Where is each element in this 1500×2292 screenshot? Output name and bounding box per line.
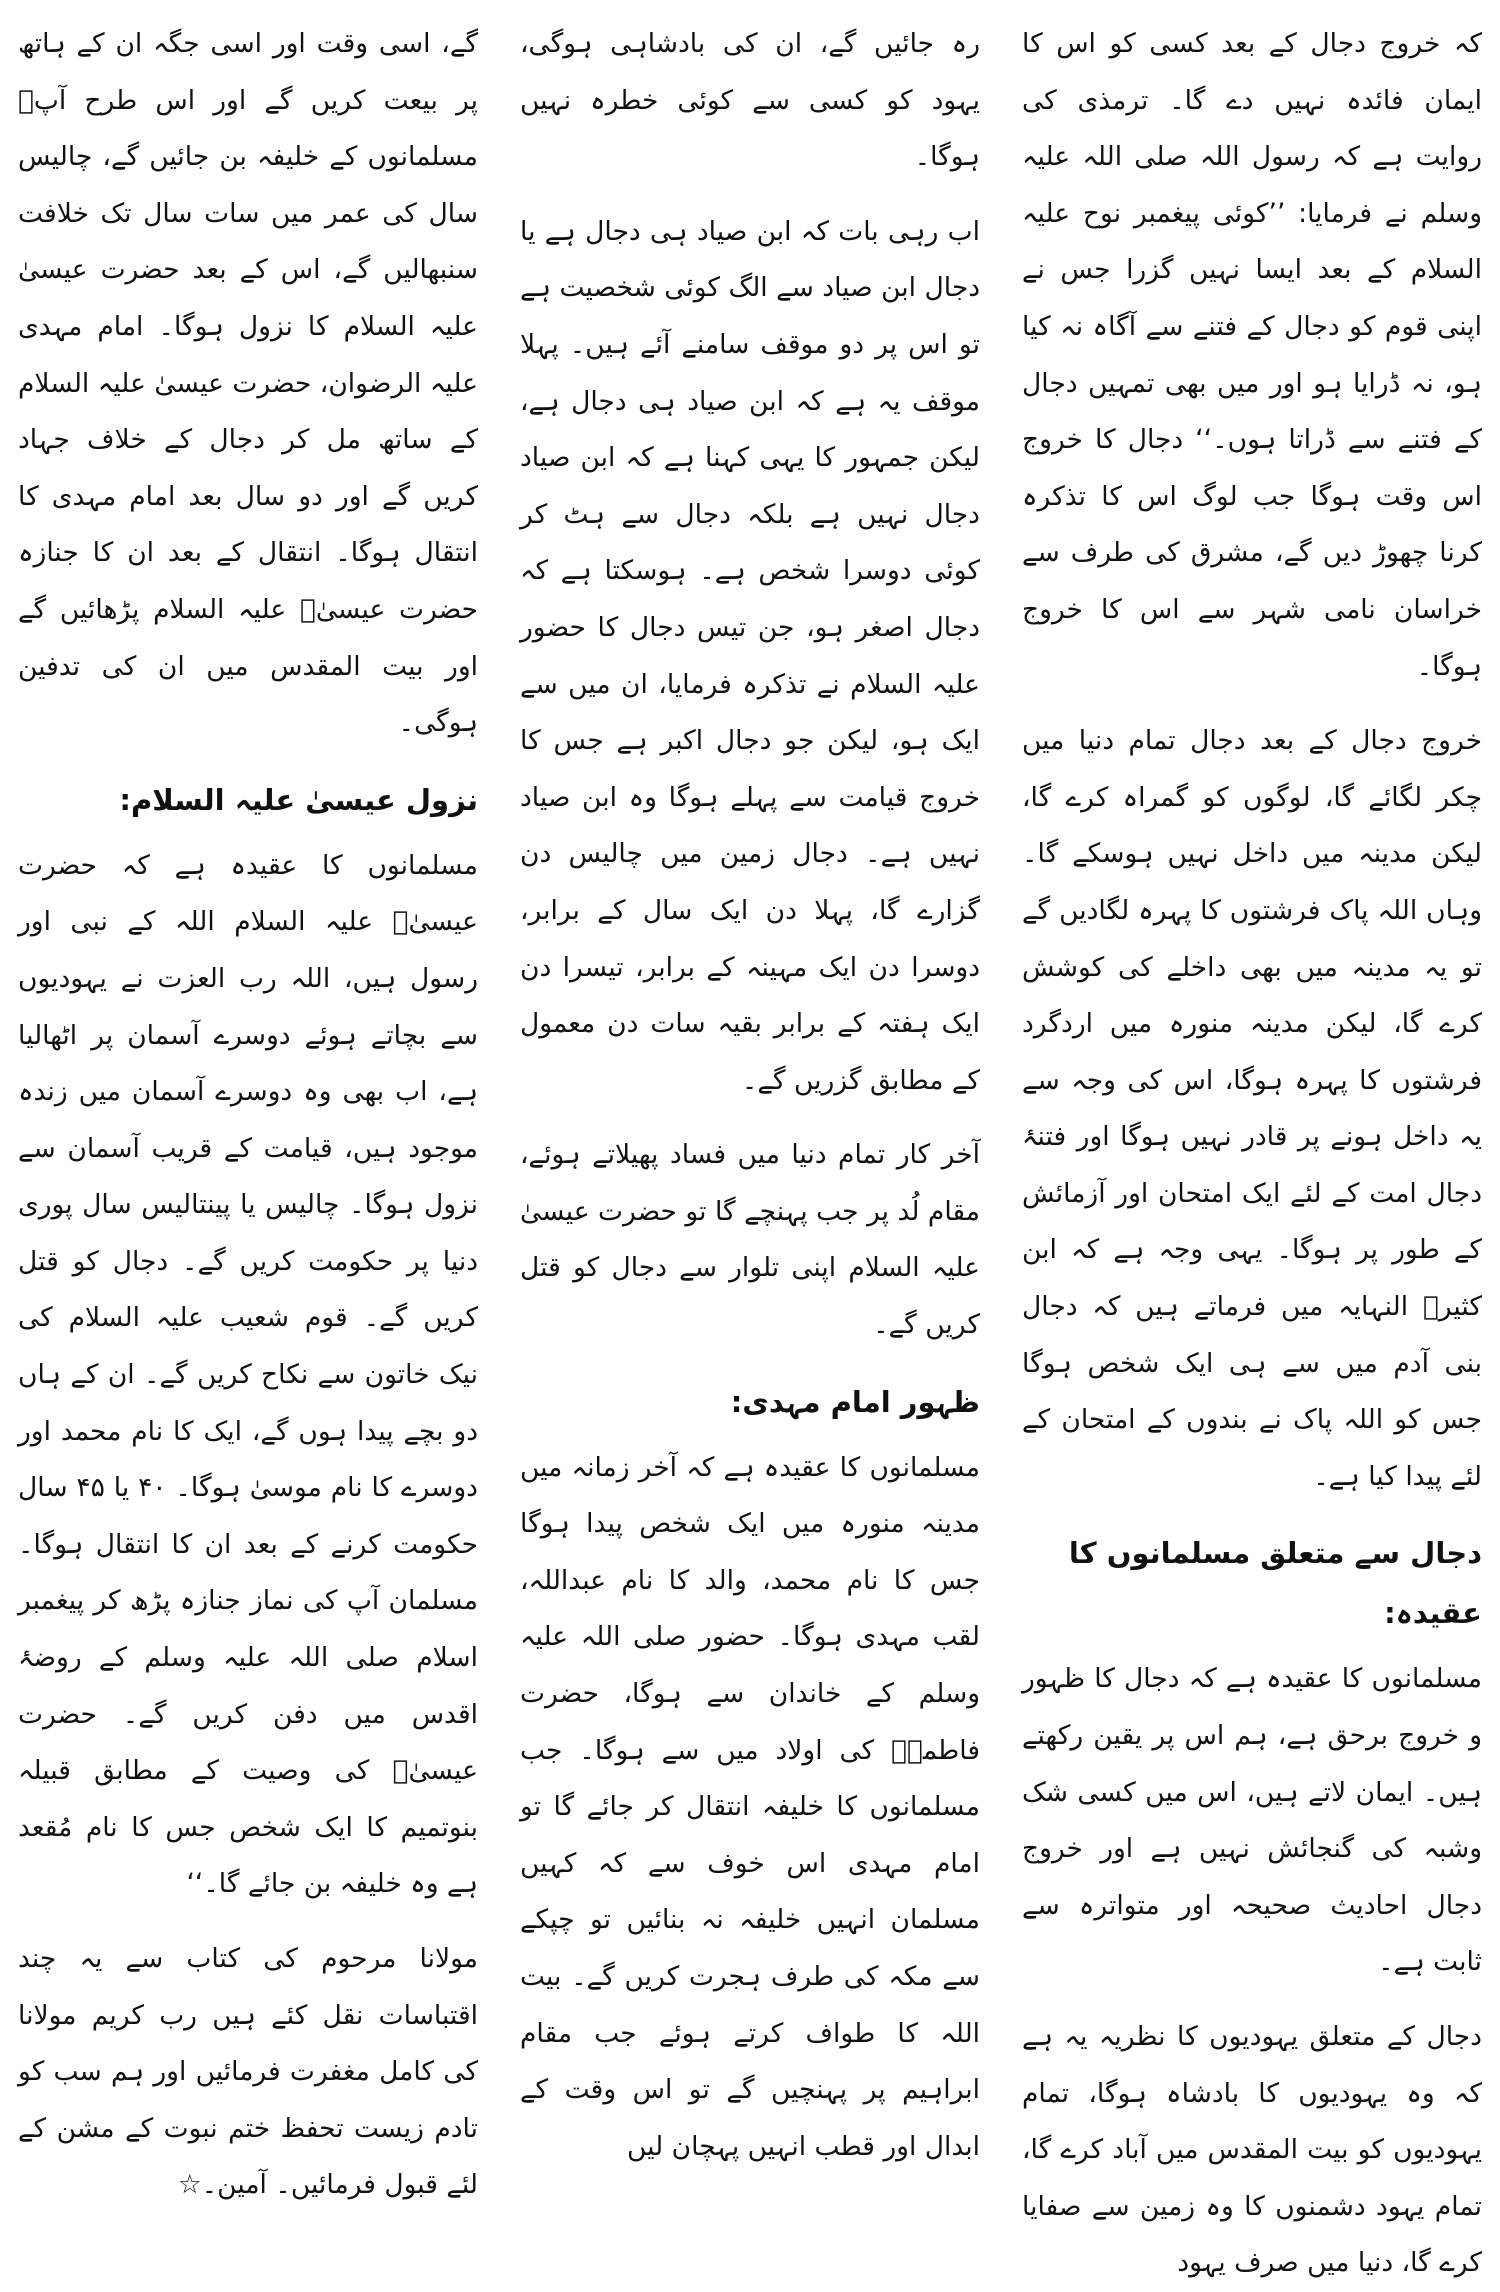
section-heading: نزول عیسیٰ علیہ السلام: [119,782,478,817]
paragraph: کہ خروج دجال کے بعد کسی کو اس کا ایمان فائدہ نہیں دے گا۔ ترمذی کی روایت ہے کہ رسول اللہ صلی اللہ علیہ وسلم نے فرمایا: ’’کوئی پیغمبر نوح علیہ السلام کے بعد ایسا نہیں گزرا جس نے اپنی قوم کو دجال کے فتنے سے آگاہ نہ کیا ہو، نہ ڈرایا ہو اور میں بھی تمہیں دجال کے فتنے سے ڈراتا ہوں۔‘‘ دجال کا خروج اس وقت ہوگا جب لوگ اس کا تذکرہ کرنا چھوڑ دیں گے، مشرق کی طرف سے خراسان نامی شہر سے اس کا خروج ہوگا۔ [1022,28,1482,682]
paragraph: مسلمانوں کا عقیدہ ہے کہ دجال کا ظہور و خروج برحق ہے، ہم اس پر یقین رکھتے ہیں۔ ایمان لاتے ہیں، اس میں کسی شک وشبہ کی گنجائش نہیں ہے اور خروج دجال احادیث صحیحہ اور متواترہ سے ثابت ہے۔ [1022,1663,1482,1978]
paragraph: مسلمانوں کا عقیدہ ہے کہ حضرت عیسیٰؑ علیہ السلام اللہ کے نبی اور رسول ہیں، اللہ رب العزت نے یہودیوں سے بچاتے ہوئے دوسرے آسمان پر اٹھالیا ہے، اب بھی وہ دوسرے آسمان میں زندہ موجود ہیں، قیامت کے قریب آسمان سے نزول ہوگا۔ چالیس یا پینتالیس سال پوری دنیا پر حکومت کریں گے۔ دجال کو قتل کریں گے۔ قوم شعیب علیہ السلام کی نیک خاتون سے نکاح کریں گے۔ ان کے ہاں دو بچے پیدا ہوں گے، ایک کا نام محمد اور دوسرے کا نام موسیٰ ہوگا۔ ۴۰ یا ۴۵ سال حکومت کرنے کے بعد ان کا انتقال ہوگا۔ مسلمان آپ کی نماز جنازہ پڑھ کر پیغمبر اسلام صلی اللہ علیہ وسلم کے روضۂ اقدس میں دفن کریں گے۔ حضرت عیسیٰؑ کی وصیت کے مطابق قبیلہ بنوتمیم کا ایک شخص جس کا نام مُقعد ہے وہ خلیفہ بن جائے گا۔‘‘ [18,849,478,1900]
column-right [1022,16,1482,2279]
paragraph: رہ جائیں گے، ان کی بادشاہی ہوگی، یہود کو کسی سے کوئی خطرہ نہیں ہوگا۔ [520,28,980,173]
paragraph: خروج دجال کے بعد دجال تمام دنیا میں چکر لگائے گا، لوگوں کو گمراہ کرے گا، لیکن مدینہ میں داخل نہیں ہوسکے گا۔ وہاں اللہ پاک فرشتوں کا پہرہ لگادیں گے تو یہ مدینہ میں بھی داخلے کی کوشش کرے گا، لیکن مدینہ منورہ میں اردگرد فرشتوں کا پہرہ ہوگا، اس کی وجہ سے یہ داخل ہونے پر قادر نہیں ہوگا اور فتنۂ دجال امت کے لئے ایک امتحان اور آزمائش کے طور پر ہوگا۔ یہی وجہ ہے کہ ابن کثیرؒ النہایہ میں فرماتے ہیں کہ دجال بنی آدم میں سے ہی ایک شخص ہوگا جس کو اللہ پاک نے بندوں کے امتحان کے لئے پیدا کیا ہے۔ [1022,725,1482,1492]
paragraph: دجال کے متعلق یہودیوں کا نظریہ یہ ہے کہ وہ یہودیوں کا بادشاہ ہوگا، تمام یہودیوں کو بیت المقدس میں آباد کرے گا، تمام یہود دشمنوں کا وہ زمین سے صفایا کرے گا، دنیا میں صرف یہود [1022,2021,1482,2279]
column-left [18,16,478,2201]
section-heading: ظہور امام مہدی: [730,1384,980,1419]
column-middle [520,16,980,2184]
section-heading: دجال سے متعلق مسلمانوں کا عقیدہ: [1068,1536,1482,1631]
paragraph: اب رہی بات کہ ابن صیاد ہی دجال ہے یا دجال ابن صیاد سے الگ کوئی شخصیت ہے تو اس پر دو موقف سامنے آئے ہیں۔ پہلا موقف یہ ہے کہ ابن صیاد ہی دجال ہے، لیکن جمہور کا یہی کہنا ہے کہ ابن صیاد دجال نہیں ہے بلکہ دجال سے ہٹ کر کوئی دوسرا شخص ہے۔ ہوسکتا ہے کہ دجال اصغر ہو، جن تیس دجال کا حضور علیہ السلام نے تذکرہ فرمایا، ان میں سے ایک ہو، لیکن جو دجال اکبر ہے جس کا خروج قیامت سے پہلے ہوگا وہ ابن صیاد نہیں ہے۔ دجال زمین میں چالیس دن گزارے گا، پہلا دن ایک سال کے برابر، دوسرا دن ایک مہینہ کے برابر، تیسرا دن ایک ہفتہ کے برابر بقیہ سات دن معمول کے مطابق گزریں گے۔ [520,215,980,1096]
newspaper-page [18,16,1482,2279]
paragraph: گے، اسی وقت اور اسی جگہ ان کے ہاتھ پر بیعت کریں گے اور اس طرح آپؒ مسلمانوں کے خلیفہ بن جائیں گے، چالیس سال کی عمر میں سات سال تک خلافت سنبھالیں گے، اس کے بعد حضرت عیسیٰ علیہ السلام کا نزول ہوگا۔ امام مہدی علیہ الرضوان، حضرت عیسیٰ علیہ السلام کے ساتھ مل کر دجال کے خلاف جہاد کریں گے اور دو سال بعد امام مہدی کا انتقال ہوگا۔ انتقال کے بعد ان کا جنازہ حضرت عیسیٰؑ علیہ السلام پڑھائیں گے اور بیت المقدس میں ان کی تدفین ہوگی۔ [18,28,478,739]
paragraph: آخر کار تمام دنیا میں فساد پھیلاتے ہوئے، مقام لُد پر جب پہنچے گا تو حضرت عیسیٰ علیہ السلام اپنی تلوار سے دجال کو قتل کریں گے۔ [520,1139,980,1341]
paragraph: مسلمانوں کا عقیدہ ہے کہ آخر زمانہ میں مدینہ منورہ میں ایک شخص پیدا ہوگا جس کا نام محمد، والد کا نام عبداللہ، لقب مہدی ہوگا۔ حضور صلی اللہ علیہ وسلم کے خاندان سے ہوگا، حضرت فاطمہؓ کی اولاد میں سے ہوگا۔ جب مسلمانوں کا خلیفہ انتقال کر جائے گا تو امام مہدی اس خوف سے کہ کہیں مسلمان انہیں خلیفہ نہ بنائیں تو چپکے سے مکہ کی طرف ہجرت کریں گے۔ بیت اللہ کا طواف کرتے ہوئے جب مقام ابراہیم پر پہنچیں گے تو اس وقت کے ابدال اور قطب انہیں پہچان لیں [520,1451,980,2162]
paragraph: مولانا مرحوم کی کتاب سے یہ چند اقتباسات نقل کئے ہیں رب کریم مولانا کی کامل مغفرت فرمائیں اور ہم سب کو تادم زیست تحفظ ختم نبوت کے مشن کے لئے قبول فرمائیں۔ آمین۔☆ [18,1943,478,2201]
